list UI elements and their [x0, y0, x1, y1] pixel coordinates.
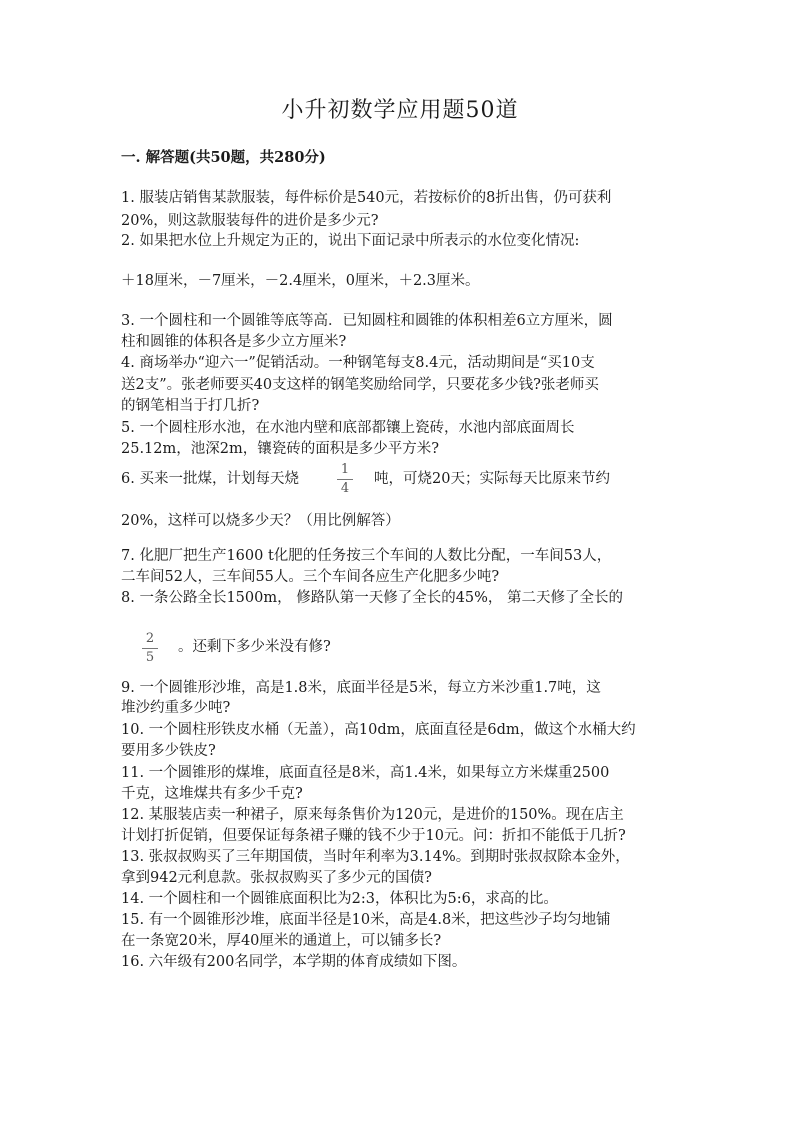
question-8-line-1: 8. 一条公路全长1500m， 修路队第一天修了全长的45%， 第二天修了全长的	[121, 590, 624, 606]
question-13-line-2: 拿到942元利息款。张叔叔购买了多少元的国债?	[121, 870, 432, 886]
question-16: 16. 六年级有200名同学，本学期的体育成绩如下图。	[121, 954, 467, 970]
question-12-line-2: 计划打折促销，但要保证每条裙子赚的钱不少于10元。问：折扣不能低于几折?	[121, 828, 626, 844]
question-7-line-1: 7. 化肥厂把生产1600 t化肥的任务按三个车间的人数比分配，一车间53人，	[121, 548, 612, 564]
question-10-line-1: 10. 一个圆柱形铁皮水桶（无盖），高10dm，底面直径是6dm，做这个水桶大约	[121, 722, 636, 738]
question-6-line-1-end: 吨，可烧20天；实际每天比原来节约	[374, 471, 610, 487]
fraction-denominator: 4	[340, 481, 350, 496]
fraction-numerator: 2	[145, 631, 155, 646]
question-3-line-1: 3. 一个圆柱和一个圆锥等底等高．已知圆柱和圆锥的体积相差6立方厘米，圆	[121, 313, 613, 329]
question-5-line-1: 5. 一个圆柱形水池，在水池内壁和底部都镶上瓷砖，水池内部底面周长	[121, 420, 575, 436]
question-11-line-1: 11. 一个圆锥形的煤堆，底面直径是8米，高1.4米，如果每立方米煤重2500	[121, 765, 610, 781]
question-2-line-2: ＋18厘米，－7厘米，－2.4厘米，0厘米，＋2.3厘米。	[121, 273, 480, 289]
fraction-bar	[337, 479, 353, 480]
question-5-line-2: 25.12m，池深2m，镶瓷砖的面积是多少平方米?	[121, 441, 440, 457]
question-1-line-2: 20%，则这款服装每件的进价是多少元?	[121, 213, 379, 229]
question-9-line-1: 9. 一个圆锥形沙堆，高是1.8米，底面半径是5米，每立方米沙重1.7吨，这	[121, 680, 601, 696]
question-6-line-2: 20%，这样可以烧多少天？（用比例解答）	[121, 513, 400, 529]
question-2-line-1: 2. 如果把水位上升规定为正的，说出下面记录中所表示的水位变化情况:	[121, 233, 580, 249]
question-14: 14. 一个圆柱和一个圆锥底面积比为2:3，体积比为5:6，求高的比。	[121, 891, 558, 907]
fraction-numerator: 1	[340, 462, 350, 477]
question-7-line-2: 二车间52人，三车间55人。三个车间各应生产化肥多少吨?	[121, 569, 500, 585]
question-12-line-1: 12. 某服装店卖一种裙子，原来每条售价为120元，是进价的150%。现在店主	[121, 807, 624, 823]
question-3-line-2: 柱和圆锥的体积各是多少立方厘米?	[121, 334, 347, 350]
fraction-two-fifths	[138, 631, 162, 666]
page-title: 小升初数学应用题50道	[281, 98, 519, 123]
question-10-line-2: 要用多少铁皮?	[121, 743, 216, 759]
question-4-line-3: 的钢笔相当于打几折?	[121, 398, 260, 414]
question-13-line-1: 13. 张叔叔购买了三年期国债，当时年利率为3.14%。到期时张叔叔除本金外，	[121, 849, 630, 865]
question-11-line-2: 千克，这堆煤共有多少千克?	[121, 786, 303, 802]
fraction-bar	[142, 648, 158, 649]
fraction-denominator: 5	[145, 650, 155, 665]
question-4-line-2: 送2支”。张老师要买40支这样的钢笔奖励给同学，只要花多少钱?张老师买	[121, 377, 599, 393]
question-4-line-1: 4. 商场举办“迎六一”促销活动。一种钢笔每支8.4元，活动期间是“买10支	[121, 355, 595, 371]
question-15-line-1: 15. 有一个圆锥形沙堆，底面半径是10米，高是4.8米，把这些沙子均匀地铺	[121, 912, 611, 928]
section-heading: 一. 解答题(共50题，共280分)	[121, 149, 326, 166]
question-15-line-2: 在一条宽20米，厚40厘米的通道上，可以铺多长?	[121, 933, 442, 949]
question-9-line-2: 堆沙约重多少吨?	[121, 700, 231, 716]
fraction-one-quarter	[333, 462, 357, 497]
question-8-line-2: 。还剩下多少米没有修?	[178, 639, 331, 655]
question-1-line-1: 1. 服装店销售某款服装，每件标价是540元，若按标价的8折出售，仍可获利	[121, 190, 612, 206]
question-6-line-1-start: 6. 买来一批煤，计划每天烧	[121, 471, 299, 487]
